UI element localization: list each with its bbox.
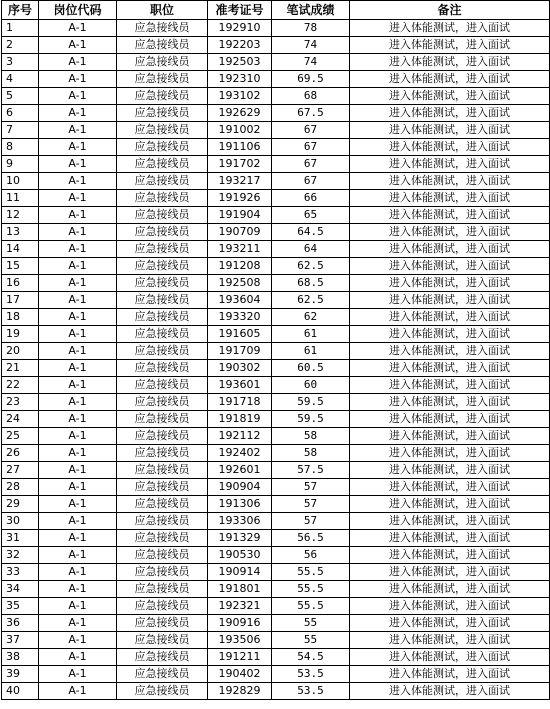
cell-post-code: A-1	[39, 428, 117, 445]
header-row	[2, 1, 550, 20]
cell-seq: 11	[2, 190, 39, 207]
cell-score: 68	[272, 88, 350, 105]
cell-score: 53.5	[272, 683, 350, 700]
table-row	[2, 292, 550, 309]
cell-position: 应急接线员	[117, 224, 208, 241]
cell-score: 57	[272, 513, 350, 530]
cell-score: 78	[272, 20, 350, 37]
cell-score: 55	[272, 632, 350, 649]
table-row	[2, 343, 550, 360]
cell-remark: 进入体能测试，进入面试	[350, 564, 550, 581]
table-row	[2, 666, 550, 683]
cell-post-code: A-1	[39, 326, 117, 343]
cell-exam-no: 192601	[208, 462, 272, 479]
cell-position: 应急接线员	[117, 564, 208, 581]
cell-position: 应急接线员	[117, 54, 208, 71]
cell-score: 62.5	[272, 258, 350, 275]
table-row	[2, 54, 550, 71]
table-row	[2, 513, 550, 530]
cell-seq: 39	[2, 666, 39, 683]
cell-exam-no: 191329	[208, 530, 272, 547]
cell-score: 59.5	[272, 411, 350, 428]
header-post-code: 岗位代码	[39, 1, 117, 20]
table-body	[2, 20, 550, 700]
cell-seq: 1	[2, 20, 39, 37]
cell-exam-no: 190302	[208, 360, 272, 377]
cell-post-code: A-1	[39, 343, 117, 360]
cell-score: 57.5	[272, 462, 350, 479]
cell-exam-no: 192910	[208, 20, 272, 37]
cell-score: 56	[272, 547, 350, 564]
cell-remark: 进入体能测试，进入面试	[350, 581, 550, 598]
table-row	[2, 309, 550, 326]
cell-remark: 进入体能测试，进入面试	[350, 598, 550, 615]
cell-exam-no: 191002	[208, 122, 272, 139]
cell-seq: 9	[2, 156, 39, 173]
cell-score: 55.5	[272, 581, 350, 598]
cell-post-code: A-1	[39, 309, 117, 326]
cell-remark: 进入体能测试，进入面试	[350, 122, 550, 139]
cell-score: 67	[272, 139, 350, 156]
cell-post-code: A-1	[39, 37, 117, 54]
cell-exam-no: 192321	[208, 598, 272, 615]
cell-seq: 33	[2, 564, 39, 581]
table-row	[2, 394, 550, 411]
cell-remark: 进入体能测试，进入面试	[350, 496, 550, 513]
cell-exam-no: 193320	[208, 309, 272, 326]
cell-remark: 进入体能测试，进入面试	[350, 479, 550, 496]
cell-remark: 进入体能测试，进入面试	[350, 360, 550, 377]
cell-remark: 进入体能测试，进入面试	[350, 428, 550, 445]
cell-exam-no: 192112	[208, 428, 272, 445]
cell-exam-no: 190916	[208, 615, 272, 632]
cell-seq: 22	[2, 377, 39, 394]
cell-exam-no: 193217	[208, 173, 272, 190]
cell-score: 58	[272, 428, 350, 445]
cell-post-code: A-1	[39, 683, 117, 700]
cell-remark: 进入体能测试，进入面试	[350, 71, 550, 88]
cell-seq: 14	[2, 241, 39, 258]
cell-exam-no: 192508	[208, 275, 272, 292]
table-row	[2, 275, 550, 292]
cell-position: 应急接线员	[117, 632, 208, 649]
cell-score: 67	[272, 122, 350, 139]
cell-remark: 进入体能测试，进入面试	[350, 105, 550, 122]
header-position: 职位	[117, 1, 208, 20]
cell-score: 60	[272, 377, 350, 394]
cell-remark: 进入体能测试，进入面试	[350, 547, 550, 564]
cell-post-code: A-1	[39, 224, 117, 241]
cell-remark: 进入体能测试，进入面试	[350, 377, 550, 394]
cell-position: 应急接线员	[117, 343, 208, 360]
cell-post-code: A-1	[39, 71, 117, 88]
cell-post-code: A-1	[39, 241, 117, 258]
cell-seq: 18	[2, 309, 39, 326]
cell-score: 67.5	[272, 105, 350, 122]
cell-post-code: A-1	[39, 530, 117, 547]
cell-post-code: A-1	[39, 360, 117, 377]
cell-position: 应急接线员	[117, 360, 208, 377]
table-row	[2, 326, 550, 343]
cell-score: 67	[272, 173, 350, 190]
table-row	[2, 241, 550, 258]
cell-score: 64.5	[272, 224, 350, 241]
cell-score: 53.5	[272, 666, 350, 683]
table-row	[2, 462, 550, 479]
table-row	[2, 122, 550, 139]
cell-post-code: A-1	[39, 207, 117, 224]
header-remark: 备注	[350, 1, 550, 20]
cell-seq: 16	[2, 275, 39, 292]
cell-exam-no: 193601	[208, 377, 272, 394]
cell-post-code: A-1	[39, 139, 117, 156]
cell-post-code: A-1	[39, 105, 117, 122]
cell-score: 62.5	[272, 292, 350, 309]
cell-remark: 进入体能测试，进入面试	[350, 224, 550, 241]
cell-seq: 32	[2, 547, 39, 564]
table-row	[2, 156, 550, 173]
cell-seq: 27	[2, 462, 39, 479]
cell-score: 54.5	[272, 649, 350, 666]
table-row	[2, 581, 550, 598]
cell-seq: 35	[2, 598, 39, 615]
cell-exam-no: 191718	[208, 394, 272, 411]
cell-remark: 进入体能测试，进入面试	[350, 309, 550, 326]
cell-score: 61	[272, 343, 350, 360]
table-row	[2, 377, 550, 394]
cell-remark: 进入体能测试，进入面试	[350, 683, 550, 700]
table-row	[2, 683, 550, 700]
cell-remark: 进入体能测试，进入面试	[350, 292, 550, 309]
cell-position: 应急接线员	[117, 411, 208, 428]
cell-score: 55.5	[272, 564, 350, 581]
cell-score: 59.5	[272, 394, 350, 411]
table-row	[2, 598, 550, 615]
cell-post-code: A-1	[39, 377, 117, 394]
cell-post-code: A-1	[39, 122, 117, 139]
cell-exam-no: 192503	[208, 54, 272, 71]
cell-exam-no: 192629	[208, 105, 272, 122]
cell-remark: 进入体能测试，进入面试	[350, 513, 550, 530]
results-table	[1, 0, 550, 700]
header-exam-no: 准考证号	[208, 1, 272, 20]
cell-exam-no: 191926	[208, 190, 272, 207]
cell-remark: 进入体能测试，进入面试	[350, 394, 550, 411]
cell-post-code: A-1	[39, 547, 117, 564]
cell-remark: 进入体能测试，进入面试	[350, 139, 550, 156]
cell-remark: 进入体能测试，进入面试	[350, 666, 550, 683]
cell-exam-no: 191306	[208, 496, 272, 513]
cell-seq: 30	[2, 513, 39, 530]
cell-post-code: A-1	[39, 496, 117, 513]
cell-seq: 23	[2, 394, 39, 411]
cell-position: 应急接线员	[117, 190, 208, 207]
cell-seq: 15	[2, 258, 39, 275]
cell-position: 应急接线员	[117, 428, 208, 445]
cell-position: 应急接线员	[117, 547, 208, 564]
cell-score: 65	[272, 207, 350, 224]
cell-position: 应急接线员	[117, 683, 208, 700]
cell-post-code: A-1	[39, 173, 117, 190]
table-row	[2, 139, 550, 156]
cell-position: 应急接线员	[117, 513, 208, 530]
cell-exam-no: 191702	[208, 156, 272, 173]
cell-position: 应急接线员	[117, 71, 208, 88]
cell-seq: 40	[2, 683, 39, 700]
cell-score: 58	[272, 445, 350, 462]
cell-seq: 13	[2, 224, 39, 241]
cell-post-code: A-1	[39, 411, 117, 428]
cell-score: 60.5	[272, 360, 350, 377]
cell-seq: 37	[2, 632, 39, 649]
cell-position: 应急接线员	[117, 394, 208, 411]
cell-position: 应急接线员	[117, 292, 208, 309]
cell-exam-no: 192402	[208, 445, 272, 462]
cell-exam-no: 193102	[208, 88, 272, 105]
cell-remark: 进入体能测试，进入面试	[350, 88, 550, 105]
cell-post-code: A-1	[39, 292, 117, 309]
cell-position: 应急接线员	[117, 207, 208, 224]
cell-exam-no: 192829	[208, 683, 272, 700]
table-row	[2, 479, 550, 496]
cell-remark: 进入体能测试，进入面试	[350, 445, 550, 462]
cell-position: 应急接线员	[117, 275, 208, 292]
table-row	[2, 190, 550, 207]
cell-score: 57	[272, 496, 350, 513]
table-row	[2, 105, 550, 122]
table-row	[2, 496, 550, 513]
cell-remark: 进入体能测试，进入面试	[350, 411, 550, 428]
cell-position: 应急接线员	[117, 139, 208, 156]
table-row	[2, 530, 550, 547]
cell-score: 57	[272, 479, 350, 496]
cell-position: 应急接线员	[117, 326, 208, 343]
table-row	[2, 615, 550, 632]
cell-position: 应急接线员	[117, 37, 208, 54]
cell-exam-no: 191904	[208, 207, 272, 224]
cell-exam-no: 191819	[208, 411, 272, 428]
cell-post-code: A-1	[39, 462, 117, 479]
cell-score: 66	[272, 190, 350, 207]
cell-position: 应急接线员	[117, 666, 208, 683]
cell-remark: 进入体能测试，进入面试	[350, 190, 550, 207]
cell-exam-no: 190402	[208, 666, 272, 683]
cell-seq: 34	[2, 581, 39, 598]
header-seq: 序号	[2, 1, 39, 20]
cell-position: 应急接线员	[117, 173, 208, 190]
cell-exam-no: 193604	[208, 292, 272, 309]
cell-seq: 20	[2, 343, 39, 360]
cell-remark: 进入体能测试，进入面试	[350, 632, 550, 649]
cell-remark: 进入体能测试，进入面试	[350, 462, 550, 479]
cell-post-code: A-1	[39, 598, 117, 615]
cell-position: 应急接线员	[117, 649, 208, 666]
cell-remark: 进入体能测试，进入面试	[350, 530, 550, 547]
cell-position: 应急接线员	[117, 598, 208, 615]
cell-seq: 28	[2, 479, 39, 496]
cell-remark: 进入体能测试，进入面试	[350, 20, 550, 37]
cell-post-code: A-1	[39, 156, 117, 173]
cell-position: 应急接线员	[117, 615, 208, 632]
cell-position: 应急接线员	[117, 445, 208, 462]
cell-position: 应急接线员	[117, 377, 208, 394]
cell-score: 55.5	[272, 598, 350, 615]
cell-post-code: A-1	[39, 445, 117, 462]
table-row	[2, 207, 550, 224]
cell-exam-no: 190709	[208, 224, 272, 241]
cell-remark: 进入体能测试，进入面试	[350, 156, 550, 173]
cell-exam-no: 193306	[208, 513, 272, 530]
cell-seq: 29	[2, 496, 39, 513]
cell-position: 应急接线员	[117, 258, 208, 275]
cell-seq: 12	[2, 207, 39, 224]
cell-seq: 17	[2, 292, 39, 309]
cell-seq: 19	[2, 326, 39, 343]
cell-position: 应急接线员	[117, 309, 208, 326]
cell-position: 应急接线员	[117, 462, 208, 479]
cell-score: 67	[272, 156, 350, 173]
cell-remark: 进入体能测试，进入面试	[350, 615, 550, 632]
table-row	[2, 88, 550, 105]
cell-exam-no: 191208	[208, 258, 272, 275]
cell-post-code: A-1	[39, 649, 117, 666]
table-row	[2, 445, 550, 462]
cell-position: 应急接线员	[117, 20, 208, 37]
cell-position: 应急接线员	[117, 530, 208, 547]
table-row	[2, 20, 550, 37]
cell-remark: 进入体能测试，进入面试	[350, 343, 550, 360]
cell-score: 74	[272, 37, 350, 54]
cell-remark: 进入体能测试，进入面试	[350, 207, 550, 224]
cell-seq: 2	[2, 37, 39, 54]
cell-score: 74	[272, 54, 350, 71]
cell-position: 应急接线员	[117, 241, 208, 258]
cell-exam-no: 190530	[208, 547, 272, 564]
cell-remark: 进入体能测试，进入面试	[350, 37, 550, 54]
table-row	[2, 411, 550, 428]
cell-post-code: A-1	[39, 632, 117, 649]
cell-position: 应急接线员	[117, 479, 208, 496]
cell-seq: 6	[2, 105, 39, 122]
cell-post-code: A-1	[39, 88, 117, 105]
cell-post-code: A-1	[39, 54, 117, 71]
table-row	[2, 224, 550, 241]
cell-position: 应急接线员	[117, 156, 208, 173]
cell-seq: 8	[2, 139, 39, 156]
cell-seq: 10	[2, 173, 39, 190]
cell-post-code: A-1	[39, 275, 117, 292]
cell-score: 56.5	[272, 530, 350, 547]
cell-remark: 进入体能测试，进入面试	[350, 649, 550, 666]
cell-exam-no: 193506	[208, 632, 272, 649]
cell-seq: 3	[2, 54, 39, 71]
cell-seq: 38	[2, 649, 39, 666]
cell-seq: 36	[2, 615, 39, 632]
table-row	[2, 632, 550, 649]
cell-seq: 7	[2, 122, 39, 139]
cell-post-code: A-1	[39, 190, 117, 207]
cell-seq: 4	[2, 71, 39, 88]
header-score: 笔试成绩	[272, 1, 350, 20]
cell-exam-no: 190914	[208, 564, 272, 581]
table-row	[2, 547, 550, 564]
table-row	[2, 649, 550, 666]
table-row	[2, 71, 550, 88]
table-row	[2, 37, 550, 54]
cell-post-code: A-1	[39, 581, 117, 598]
cell-seq: 5	[2, 88, 39, 105]
cell-position: 应急接线员	[117, 581, 208, 598]
cell-remark: 进入体能测试，进入面试	[350, 241, 550, 258]
cell-remark: 进入体能测试，进入面试	[350, 326, 550, 343]
cell-score: 55	[272, 615, 350, 632]
cell-post-code: A-1	[39, 615, 117, 632]
cell-exam-no: 191605	[208, 326, 272, 343]
cell-post-code: A-1	[39, 564, 117, 581]
table-row	[2, 258, 550, 275]
cell-exam-no: 191106	[208, 139, 272, 156]
cell-seq: 24	[2, 411, 39, 428]
cell-remark: 进入体能测试，进入面试	[350, 173, 550, 190]
cell-position: 应急接线员	[117, 88, 208, 105]
cell-seq: 31	[2, 530, 39, 547]
cell-exam-no: 193211	[208, 241, 272, 258]
cell-remark: 进入体能测试，进入面试	[350, 258, 550, 275]
cell-post-code: A-1	[39, 394, 117, 411]
cell-post-code: A-1	[39, 513, 117, 530]
cell-post-code: A-1	[39, 258, 117, 275]
cell-seq: 26	[2, 445, 39, 462]
cell-score: 64	[272, 241, 350, 258]
table-row	[2, 428, 550, 445]
cell-position: 应急接线员	[117, 105, 208, 122]
table-row	[2, 360, 550, 377]
cell-exam-no: 192203	[208, 37, 272, 54]
cell-seq: 21	[2, 360, 39, 377]
table-row	[2, 173, 550, 190]
cell-exam-no: 190904	[208, 479, 272, 496]
cell-post-code: A-1	[39, 479, 117, 496]
cell-remark: 进入体能测试，进入面试	[350, 54, 550, 71]
cell-position: 应急接线员	[117, 122, 208, 139]
cell-post-code: A-1	[39, 20, 117, 37]
cell-exam-no: 191801	[208, 581, 272, 598]
cell-seq: 25	[2, 428, 39, 445]
cell-score: 61	[272, 326, 350, 343]
cell-remark: 进入体能测试，进入面试	[350, 275, 550, 292]
cell-position: 应急接线员	[117, 496, 208, 513]
cell-post-code: A-1	[39, 666, 117, 683]
cell-exam-no: 191709	[208, 343, 272, 360]
cell-score: 62	[272, 309, 350, 326]
cell-exam-no: 192310	[208, 71, 272, 88]
cell-score: 68.5	[272, 275, 350, 292]
table-row	[2, 564, 550, 581]
cell-exam-no: 191211	[208, 649, 272, 666]
cell-score: 69.5	[272, 71, 350, 88]
